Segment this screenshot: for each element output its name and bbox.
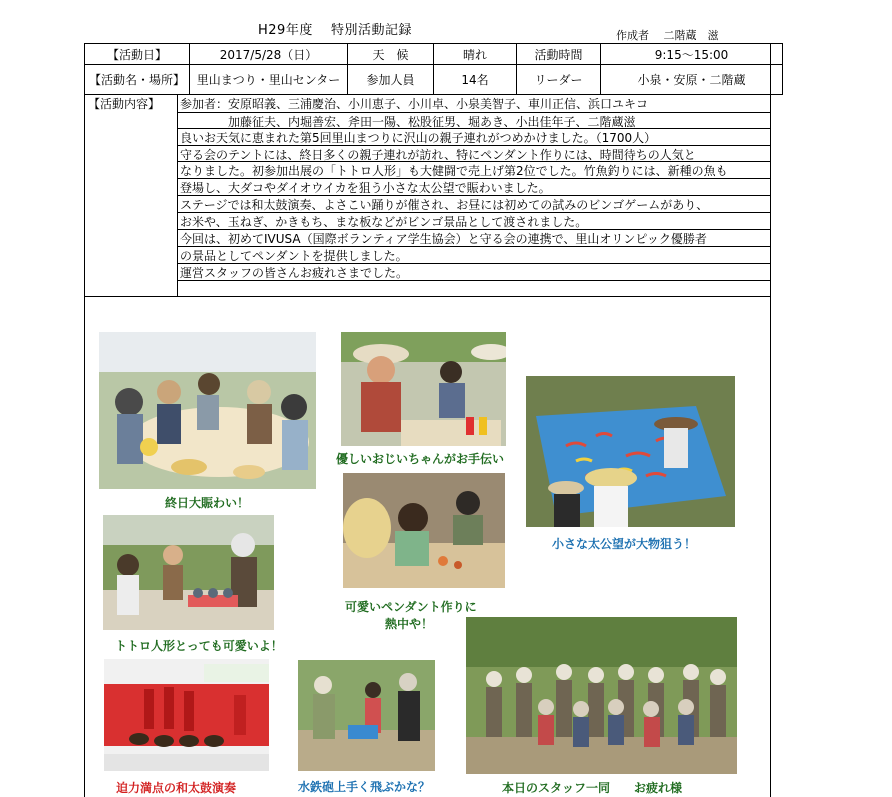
info-row-1	[85, 44, 783, 65]
photo-taiko	[104, 659, 269, 771]
content-line: 良いお天気に恵まれた第5回里山まつりに沢山の親子連れがつめかけました。（1700人）	[178, 128, 771, 146]
caption-pendant-2: 熱中や！	[385, 617, 434, 631]
date-label: 【活動日】	[85, 44, 190, 65]
content-line: お米や、玉ねぎ、かきもち、まな板などがビンゴ景品として渡されました。	[178, 212, 771, 230]
photo-grandpa	[341, 332, 506, 446]
content-line: 参加者：安原昭義、三浦慶治、小川恵子、小川卓、小泉美智子、車川正信、浜口ユキコ	[178, 94, 771, 112]
content-line: 守る会のテントには、終日多くの親子連れが訪れ、特にペンダント作りには、時間待ちの人気と	[178, 145, 771, 163]
content-line: 登場し、大ダコやダイオウイカを狙う小さな太公望で賑わいました。	[178, 178, 771, 196]
section-divider	[84, 296, 771, 297]
content-label: 【活動内容】	[88, 97, 161, 111]
event-label: 【活動名・場所】	[85, 65, 190, 95]
photo-pendant	[343, 473, 505, 588]
photo-watergun	[298, 660, 435, 771]
author-label: 作成者 二階蔵 滋	[616, 29, 719, 42]
leader-value: 小泉・安原・二階蔵	[601, 65, 783, 95]
content-line	[178, 280, 771, 296]
content-line: の景品としてペンダントを提供しました。	[178, 246, 771, 264]
content-line: なりました。初参加出展の「トトロ人形」も大健闘で売上げ第2位でした。竹魚釣りには、新種の魚も	[178, 161, 771, 179]
photo-crowd	[99, 332, 316, 489]
caption-fishing: 小さな太公望が大物狙う！	[552, 537, 697, 551]
time-label: 活動時間	[517, 44, 601, 65]
info-row-2	[85, 65, 783, 95]
photo-staff	[466, 617, 737, 774]
caption-watergun: 水鉄砲上手く飛ぶかな？	[298, 780, 431, 794]
caption-pendant-1: 可愛いペンダント作りに	[345, 600, 477, 614]
weather-label: 天 候	[348, 44, 434, 65]
weather-value: 晴れ	[434, 44, 517, 65]
content-line: 運営スタッフの皆さんお疲れさまでした。	[178, 263, 771, 281]
photo-totoro	[103, 515, 274, 630]
event-value: 里山まつり・里山センター	[190, 65, 348, 95]
count-label: 参加人員	[348, 65, 434, 95]
time-value: 9:15～15:00	[601, 44, 783, 65]
caption-crowd: 終日大賑わい！	[165, 496, 250, 510]
caption-totoro: トトロ人形とっても可愛いよ！	[115, 639, 283, 653]
caption-taiko: 迫力満点の和太鼓演奏	[116, 781, 237, 795]
caption-staff: 本日のスタッフ一同 お疲れ様	[502, 781, 683, 795]
count-value: 14名	[434, 65, 517, 95]
info-table	[84, 43, 783, 95]
content-line: 加藤征夫、内堀善宏、斧田一陽、松股征男、堀あき、小出佳年子、二階蔵滋	[178, 112, 771, 130]
photo-fishing	[526, 376, 735, 527]
caption-grandpa: 優しいおじいちゃんがお手伝い	[336, 452, 505, 466]
page-title: H29年度 特別活動記録	[258, 23, 412, 38]
leader-label: リーダー	[517, 65, 601, 95]
content-line: ステージでは和太鼓演奏、よさこい踊りが催され、お昼には初めての試みのビンゴゲームがあり、	[178, 195, 771, 213]
date-value: 2017/5/28（日）	[190, 44, 348, 65]
content-line: 今回は、初めてIVUSA（国際ボランティア学生協会）と守る会の連携で、里山オリンピック優勝者	[178, 229, 771, 247]
